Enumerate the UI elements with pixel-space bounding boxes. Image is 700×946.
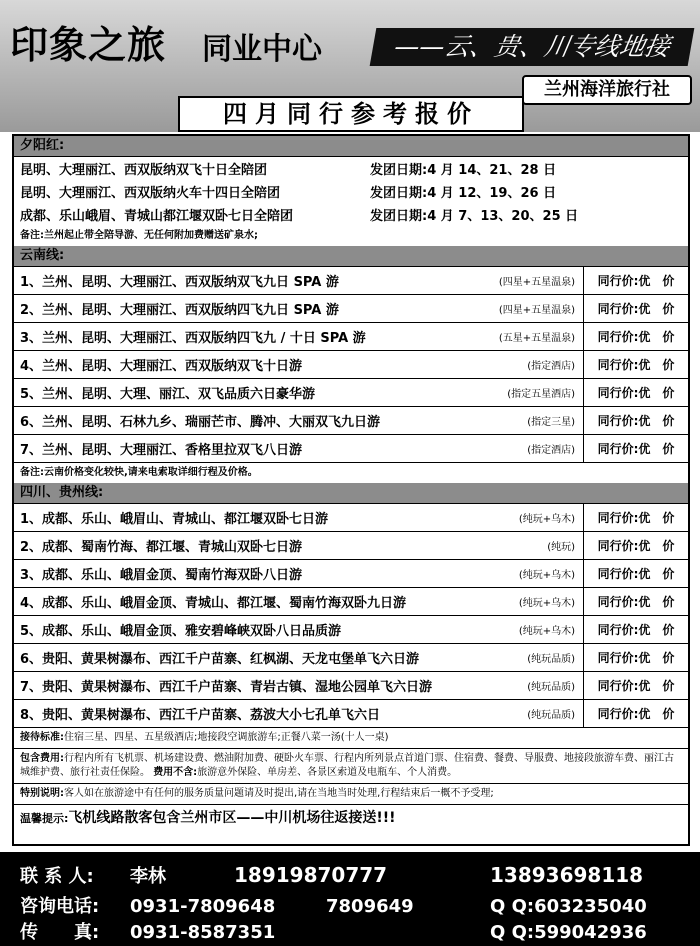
table-row	[14, 295, 688, 323]
tour-name: 3、兰州、昆明、大理丽江、西双版纳四飞九 / 十日 SPA 游	[20, 331, 366, 346]
table-row	[14, 532, 688, 560]
special-notice	[14, 784, 688, 805]
standards-label: 接待标准:	[20, 732, 64, 743]
tour-price: 同行价:优 价	[583, 700, 688, 727]
tour-name: 1、成都、乐山、峨眉山、青城山、都江堰双卧七日游	[20, 512, 329, 527]
table-row	[14, 644, 688, 672]
page-title: 四月同行参考报价	[178, 96, 524, 132]
tour-name: 昆明、大理丽江、西双版纳双飞十日全陪团	[20, 163, 268, 178]
tour-name: 5、成都、乐山、峨眉金顶、雅安碧峰峡双卧八日品质游	[20, 624, 342, 639]
brand-suffix: 同业中心	[202, 32, 322, 67]
table-row	[14, 379, 688, 407]
fax-label: 传 真:	[20, 922, 100, 943]
brand-name: 印象之旅	[10, 23, 167, 67]
reception-standards	[14, 728, 688, 749]
tour-name: 昆明、大理丽江、西双版纳火车十四日全陪团	[20, 186, 281, 201]
tour-price: 同行价:优 价	[583, 435, 688, 462]
tour-note: (纯玩品质)	[527, 710, 575, 721]
section-heading-xiyanghong: 夕阳红:	[14, 136, 688, 157]
table-row	[14, 504, 688, 532]
tour-dates: 发团日期:4 月 12、19、26 日	[370, 186, 557, 201]
tour-note: (指定三星)	[527, 417, 575, 428]
table-row	[14, 407, 688, 435]
tour-price: 同行价:优 价	[583, 588, 688, 615]
tagline-banner: ——云、贵、川专线地接	[370, 28, 695, 66]
tour-price: 同行价:优 价	[583, 407, 688, 434]
tour-note: (纯玩品质)	[527, 682, 575, 693]
tour-price: 同行价:优 价	[583, 323, 688, 350]
tour-note: (四星+五星温泉)	[498, 305, 575, 316]
table-row	[14, 672, 688, 700]
tour-note: (纯玩)	[547, 542, 575, 553]
standards-text: 住宿三星、四星、五星级酒店;地接段空调旅游车;正餐八菜一汤(十人一桌)	[64, 732, 389, 743]
tour-name: 4、兰州、昆明、大理丽江、西双版纳双飞十日游	[20, 359, 303, 374]
fax-line	[20, 918, 647, 944]
tour-note: (五星+五星温泉)	[498, 333, 575, 344]
tour-note: (纯玩+乌木)	[518, 570, 575, 581]
tour-note: (纯玩品质)	[527, 654, 575, 665]
table-row	[14, 323, 688, 351]
tour-note: (纯玩+乌木)	[518, 598, 575, 609]
list-item	[14, 157, 688, 180]
contact-label: 联 系 人:	[20, 866, 94, 887]
tour-note: (指定酒店)	[527, 361, 575, 372]
tour-name: 3、成都、乐山、峨眉金顶、蜀南竹海双卧八日游	[20, 568, 303, 583]
tour-price: 同行价:优 价	[583, 351, 688, 378]
price-list	[12, 134, 690, 846]
tour-note: (指定酒店)	[527, 445, 575, 456]
tour-price: 同行价:优 价	[583, 295, 688, 322]
section-heading-sichuan: 四川、贵州线:	[14, 483, 688, 504]
tour-name: 5、兰州、昆明、大理、丽江、双飞品质六日豪华游	[20, 387, 316, 402]
tour-dates: 发团日期:4 月 7、13、20、25 日	[370, 209, 579, 224]
tour-price: 同行价:优 价	[583, 267, 688, 294]
consult-label: 咨询电话:	[20, 896, 100, 917]
tour-price: 同行价:优 价	[583, 616, 688, 643]
special-text: 客人如在旅游途中有任何的服务质量问题请及时提出,请在当地当时处理,行程结束后一概不予受理;	[64, 788, 494, 799]
tour-note: (纯玩+乌木)	[518, 514, 575, 525]
table-row	[14, 351, 688, 379]
warm-tip	[14, 805, 688, 831]
tour-name: 成都、乐山峨眉、青城山都江堰双卧七日全陪团	[20, 209, 294, 224]
included-text: 行程内所有飞机票、机场建设费、燃油附加费、硬卧火车票、行程内所列景点首道门票、住宿费、餐费、导服费、地接段旅游车费、丽江古城维护费、旅行社责任保险。	[20, 753, 674, 778]
tour-price: 同行价:优 价	[583, 532, 688, 559]
tour-name: 2、成都、蜀南竹海、都江堰、青城山双卧七日游	[20, 540, 303, 555]
included-label: 包含费用:	[20, 753, 64, 764]
consult-phone: 0931-7809648	[130, 896, 276, 917]
tour-price: 同行价:优 价	[583, 560, 688, 587]
qq-1: Q Q:603235040	[490, 896, 647, 917]
table-row	[14, 616, 688, 644]
contact-phone: 18919870777	[234, 863, 388, 887]
qq-2: Q Q:599042936	[490, 922, 647, 943]
excluded-label: 费用不含:	[153, 767, 198, 778]
consult-phone-2: 7809649	[326, 896, 414, 917]
table-row	[14, 700, 688, 728]
section-note: 备注:兰州起止带全陪导游、无任何附加费赠送矿泉水;	[20, 230, 258, 241]
included-costs	[14, 749, 688, 784]
contact-name: 李林	[130, 866, 166, 887]
fax-number: 0931-8587351	[130, 922, 276, 943]
list-item	[14, 203, 688, 226]
page-header	[0, 0, 700, 132]
table-row	[14, 267, 688, 295]
tour-price: 同行价:优 价	[583, 504, 688, 531]
special-label: 特别说明:	[20, 788, 64, 799]
tour-note: (指定五星酒店)	[507, 389, 575, 400]
tour-name: 7、贵阳、黄果树瀑布、西江千户苗寨、青岩古镇、湿地公园单飞六日游	[20, 680, 433, 695]
contact-phone-2: 13893698118	[490, 863, 644, 887]
section-note: 备注:云南价格变化较快,请来电索取详细行程及价格。	[20, 467, 258, 478]
agency-name: 兰州海洋旅行社	[522, 75, 692, 105]
table-row	[14, 560, 688, 588]
tour-price: 同行价:优 价	[583, 644, 688, 671]
table-row	[14, 435, 688, 463]
tour-name: 8、贵阳、黄果树瀑布、西江千户苗寨、荔波大小七孔单飞六日	[20, 708, 381, 723]
tour-price: 同行价:优 价	[583, 379, 688, 406]
tour-name: 6、贵阳、黄果树瀑布、西江千户苗寨、红枫湖、天龙屯堡单飞六日游	[20, 652, 420, 667]
tour-note: (纯玩+乌木)	[518, 626, 575, 637]
table-row	[14, 588, 688, 616]
warm-text: 飞机线路散客包含兰州市区——中川机场往返接送!!!	[68, 810, 396, 826]
warm-label: 温馨提示:	[20, 812, 69, 825]
contact-line	[20, 862, 643, 888]
tour-note: (四星+五星温泉)	[498, 277, 575, 288]
contact-footer	[0, 852, 700, 946]
tour-name: 7、兰州、昆明、大理丽江、香格里拉双飞八日游	[20, 443, 303, 458]
tour-name: 1、兰州、昆明、大理丽江、西双版纳双飞九日 SPA 游	[20, 275, 339, 290]
consult-line	[20, 892, 647, 918]
section-heading-yunnan: 云南线:	[14, 246, 688, 267]
list-item	[14, 180, 688, 203]
tour-dates: 发团日期:4 月 14、21、28 日	[370, 163, 557, 178]
excluded-text: 旅游意外保险、单房差、各景区索道及电瓶车、个人消费。	[197, 767, 458, 778]
tour-price: 同行价:优 价	[583, 672, 688, 699]
tour-name: 4、成都、乐山、峨眉金顶、青城山、都江堰、蜀南竹海双卧九日游	[20, 596, 407, 611]
tour-name: 6、兰州、昆明、石林九乡、瑞丽芒市、腾冲、大丽双飞九日游	[20, 415, 381, 430]
tour-name: 2、兰州、昆明、大理丽江、西双版纳四飞九日 SPA 游	[20, 303, 339, 318]
